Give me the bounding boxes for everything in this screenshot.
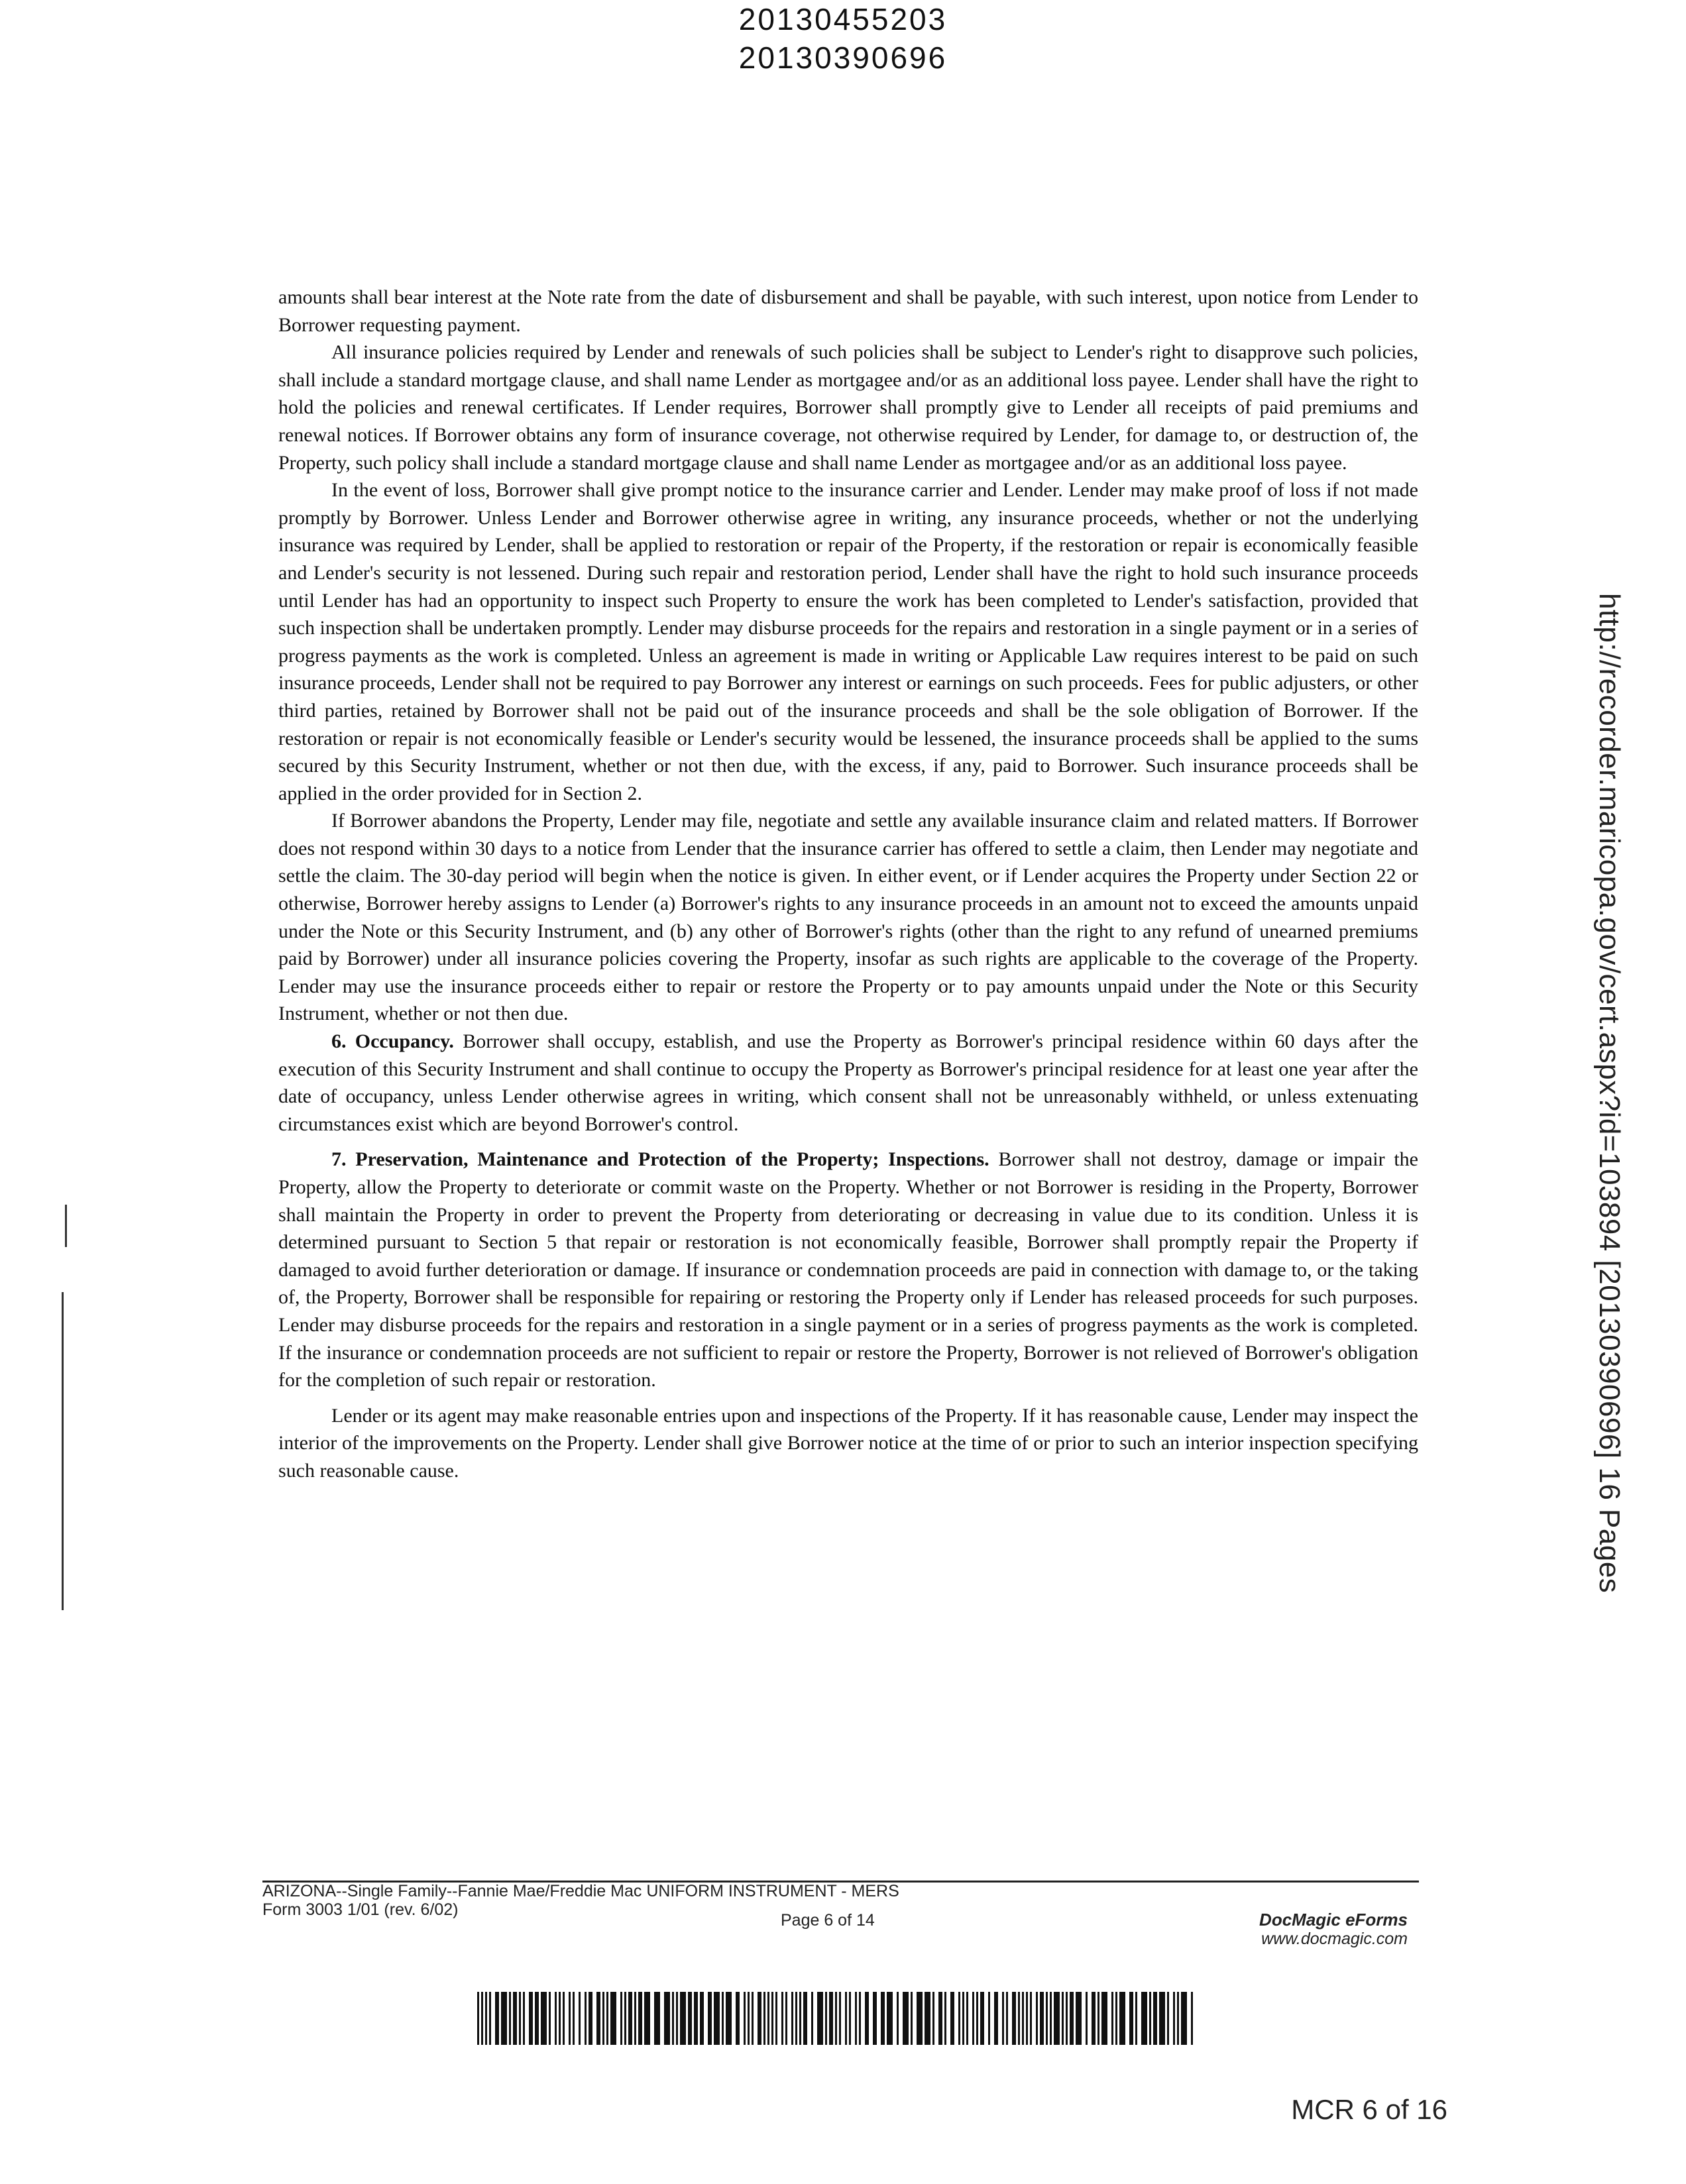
barcode-bar [624, 1992, 626, 2045]
barcode-bar [903, 1992, 909, 2045]
barcode-bar [881, 1992, 885, 2045]
paragraph-abandonment: If Borrower abandons the Property, Lender may file, negotiate and settle any available insurance claim and related matters. If Borrower does not respond within 30 days to a notice from Lender that the insurance carrier has offered to settle a claim, then Lender may negotiate and settle the claim. The 30-day period will begin when the notice is given. In either event, or if Lender acquires the Property under Section 22 or otherwise, Borrower hereby assigns to Lender (a) Borrower's rights to any insurance proceeds in an amount not to exceed the amounts unpaid under the Note or this Security Instrument, and (b) any other of Borrower's rights (other than the right to any refund of unearned premiums paid by Borrower) under all insurance policies covering the Property, insofar as such rights are applicable to the coverage of the Property. Lender may use the insurance proceeds either to repair or restore the Property or to pay amounts unpaid under the Note or this Security Instrument, whether or not then due. [278, 810, 1418, 1025]
barcode-bar [573, 1992, 575, 2045]
barcode-bar [938, 1992, 942, 2045]
barcode-bar [513, 1992, 517, 2045]
section-7-text: Borrower shall not destroy, damage or impair the Property, allow the Property to deteriorate or commit waste on the Property. Whether or not Borrower is residing in the Property, Borrower shall maintain the Property in order to prevent the Property from deteriorating or decreasing in value due to its condition. Unless it is determined pursuant to Section 5 that repair or restoration is not economically feasible, Borrower shall promptly repair the Property if damaged to avoid further deterioration or damage. If insurance or condemnation proceeds are paid in connection with damage to, or the taking of, the Property, Borrower shall be responsible for repairing or restoring the Property only if Lender has released proceeds for such purposes. Lender may disburse proceeds for the repairs and restoration in a single payment or in a series of progress payments as the work is completed. If the insurance or condemnation proceeds are not sufficient to repair or restore the Property, Borrower is not relieved of Borrower's obligation for the completion of such repair or restoration. [278, 1148, 1418, 1392]
barcode-bar [501, 1992, 507, 2045]
document-number-second: 20130390696 [738, 40, 948, 75]
docmagic-logo: DocMagic eForms [1259, 1910, 1408, 1930]
barcode-bar [535, 1992, 539, 2045]
barcode-bar [579, 1992, 581, 2045]
barcode-bar [1153, 1992, 1157, 2045]
barcode-bar [634, 1992, 636, 2045]
barcode-bar [596, 1992, 600, 2045]
barcode-bar [1050, 1992, 1052, 2045]
mcr-page-label: MCR 6 of 16 [1291, 2094, 1447, 2125]
barcode-bar [1002, 1992, 1004, 2045]
barcode-bar [781, 1992, 783, 2045]
barcode-bar [1026, 1992, 1028, 2045]
barcode-bar [610, 1992, 616, 2045]
barcode-bar [1101, 1992, 1107, 2045]
barcode-bar [1092, 1992, 1096, 2045]
barcode-bar [726, 1992, 732, 2045]
barcode-bar [1018, 1992, 1020, 2045]
barcode-bar [559, 1992, 561, 2045]
barcode-bar [644, 1992, 650, 2045]
barcode-bar [1030, 1992, 1032, 2045]
barcode-bar [925, 1992, 930, 2045]
barcode-bar [477, 1992, 479, 2045]
barcode-bar [817, 1992, 823, 2045]
barcode-bar [988, 1992, 990, 2045]
barcode-bar [865, 1992, 869, 2045]
section-7-preservation [278, 1146, 1418, 1393]
barcode-bar [481, 1992, 483, 2045]
margin-mark-left-1 [65, 1205, 67, 1247]
barcode-bar [1006, 1992, 1008, 2045]
barcode-bar [980, 1992, 984, 2045]
barcode-bar [1167, 1992, 1169, 2045]
barcode-bar [1076, 1992, 1082, 2045]
barcode-bar [825, 1992, 827, 2045]
barcode-bar [485, 1992, 487, 2045]
barcode-bar [972, 1992, 974, 2045]
barcode-bar [767, 1992, 769, 2045]
barcode-bar [1012, 1992, 1016, 2045]
section-6-text: Borrower shall occupy, establish, and use the Property as Borrower's principal residence within 60 days after the execution of this Security Instrument and shall continue to occupy the Property as Borrower's principal residence for at least one year after the date of occupancy, unless Lender otherwise agrees in writing, which consent shall not be unreasonably withheld, or unless extenuating circumstances exist which are beyond Borrower's control. [278, 1030, 1418, 1135]
barcode-bar [758, 1992, 761, 2045]
barcode-bar [509, 1992, 511, 2045]
barcode-bar [541, 1992, 547, 2045]
docmagic-website: www.docmagic.com [1261, 1930, 1408, 1948]
barcode-bar [1066, 1992, 1068, 2045]
barcode-bar [966, 1992, 968, 2045]
recorder-certification-stamp: http://recorder.maricopa.gov/cert.aspx?id=103894 [20130390696] 16 Pages [1593, 593, 1626, 1594]
barcode-bar [1159, 1992, 1165, 2045]
barcode-bar [791, 1992, 793, 2045]
barcode-bar [714, 1992, 720, 2045]
barcode-bar [628, 1992, 632, 2045]
barcode-bar [859, 1992, 861, 2045]
barcode [477, 1992, 1200, 2045]
section-6-heading: 6. Occupancy. [331, 1030, 454, 1053]
barcode-bar [829, 1992, 833, 2045]
barcode-bar [1086, 1992, 1088, 2045]
barcode-bar [911, 1992, 913, 2045]
barcode-bar [519, 1992, 521, 2045]
barcode-bar [602, 1992, 604, 2045]
barcode-bar [1149, 1992, 1151, 2045]
barcode-bar [976, 1992, 978, 2045]
barcode-bar [1177, 1992, 1179, 2045]
margin-mark-left-2 [62, 1292, 64, 1610]
barcode-bar [1135, 1992, 1137, 2045]
barcode-bar [873, 1992, 877, 2045]
barcode-bar [839, 1992, 841, 2045]
barcode-bar [744, 1992, 746, 2045]
barcode-bar [676, 1992, 678, 2045]
barcode-bar [555, 1992, 557, 2045]
barcode-bar [752, 1992, 754, 2045]
barcode-bar [736, 1992, 740, 2045]
barcode-bar [1181, 1992, 1187, 2045]
barcode-bar [795, 1992, 797, 2045]
barcode-bar [700, 1992, 704, 2045]
barcode-bar [845, 1992, 847, 2045]
barcode-bar [803, 1992, 807, 2045]
barcode-bar [563, 1992, 565, 2045]
barcode-bar [1119, 1992, 1125, 2045]
barcode-bar [1191, 1992, 1193, 2045]
barcode-bar [917, 1992, 923, 2045]
form-title: ARIZONA--Single Family--Fannie Mae/Freddie Mac UNIFORM INSTRUMENT - MERS [262, 1882, 899, 1900]
barcode-bar [1062, 1992, 1064, 2045]
form-number: Form 3003 1/01 (rev. 6/02) [262, 1900, 459, 1919]
barcode-bar [606, 1992, 608, 2045]
barcode-bar [1046, 1992, 1048, 2045]
barcode-bar [549, 1992, 551, 2045]
barcode-bar [1097, 1992, 1099, 2045]
document-number-top: 20130455203 [738, 2, 948, 36]
barcode-bar [1070, 1992, 1074, 2045]
barcode-bar [680, 1992, 686, 2045]
barcode-bar [994, 1992, 998, 2045]
barcode-bar [1111, 1992, 1113, 2045]
barcode-bar [855, 1992, 857, 2045]
paragraph-insurance-policies: All insurance policies required by Lender and renewals of such policies shall be subject to Lender's right to disapprove such policies, shall include a standard mortgage clause, and shall name Lender as mortgagee and/or as an additional loss payee. Lender shall have the right to hold the policies and renewal certificates. If Lender requires, Borrower shall promptly give to Lender all receipts of paid premiums and renewal notices. If Borrower obtains any form of insurance coverage, not otherwise required by Lender, for damage to, or destruction of, the Property, such policy shall include a standard mortgage clause and shall name Lender as mortgagee and/or as an additional loss payee. [278, 341, 1418, 474]
barcode-bar [1115, 1992, 1117, 2045]
barcode-bar [523, 1992, 525, 2045]
paragraph-event-of-loss: In the event of loss, Borrower shall give prompt notice to the insurance carrier and Lender. Lender may make proof of loss if not made promptly by Borrower. Unless Lender and Borrower otherwise agree in writing, any insurance proceeds, whether or not the underlying insurance was required by Lender, shall be applied to restoration or repair of the Property, if the restoration or repair is economically feasible and Lender's security is not lessened. During such repair and restoration period, Lender shall have the right to hold such insurance proceeds until Lender has had an opportunity to inspect such Property to ensure the work has been completed to Lender's satisfaction, provided that such inspection shall be undertaken promptly. Lender may disburse proceeds for the repairs and restoration in a single payment or in a series of progress payments as the work is completed. Unless an agreement is made in writing or Applicable Law requires interest to be paid on such insurance proceeds, Lender shall not be required to pay Borrower any interest or earnings on such proceeds. Fees for public adjusters, or other third parties, retained by Borrower shall not be paid out of the insurance proceeds and shall be the sole obligation of Borrower. If the restoration or repair is not economically feasible or Lender's security would be lessened, the insurance proceeds shall be applied to the sums secured by this Security Instrument, whether or not then due, with the excess, if any, paid to Borrower. Such insurance proceeds shall be applied in the order provided for in Section 2. [278, 479, 1418, 804]
barcode-bar [962, 1992, 964, 2045]
barcode-bar [799, 1992, 801, 2045]
barcode-bar [529, 1992, 533, 2045]
barcode-bar [748, 1992, 750, 2045]
barcode-bar [785, 1992, 787, 2045]
barcode-bar [688, 1992, 692, 2045]
barcode-bar [722, 1992, 724, 2045]
barcode-bar [932, 1992, 934, 2045]
barcode-bar [664, 1992, 670, 2045]
barcode-bar [835, 1992, 837, 2045]
barcode-bar [589, 1992, 592, 2045]
barcode-bar [950, 1992, 954, 2045]
barcode-bar [672, 1992, 674, 2045]
barcode-bar [771, 1992, 773, 2045]
barcode-bar [775, 1992, 777, 2045]
barcode-bar [708, 1992, 712, 2045]
barcode-bar [1129, 1992, 1133, 2045]
barcode-bar [849, 1992, 851, 2045]
page-number: Page 6 of 14 [781, 1911, 875, 1930]
barcode-bar [654, 1992, 660, 2045]
section-7-heading: 7. Preservation, Maintenance and Protection of the Property; Inspections. [331, 1148, 989, 1171]
barcode-bar [1036, 1992, 1038, 2045]
barcode-bar [944, 1992, 946, 2045]
barcode-bar [1173, 1992, 1175, 2045]
barcode-bar [1040, 1992, 1044, 2045]
barcode-bar [811, 1992, 813, 2045]
barcode-bar [489, 1992, 491, 2045]
barcode-bar [638, 1992, 642, 2045]
section-6-occupancy [278, 1028, 1418, 1138]
barcode-bar [763, 1992, 765, 2045]
barcode-bar [1141, 1992, 1147, 2045]
barcode-bar [620, 1992, 622, 2045]
barcode-bar [495, 1992, 499, 2045]
paragraph-insurance-interest: amounts shall bear interest at the Note rate from the date of disbursement and shall be payable, with such interest, upon notice from Lender to Borrower requesting payment. [278, 286, 1418, 336]
barcode-bar [569, 1992, 571, 2045]
barcode-bar [897, 1992, 899, 2045]
paragraph-inspections: Lender or its agent may make reasonable entries upon and inspections of the Property. If it has reasonable cause, Lender may inspect the interior of the improvements on the Property. Lender shall give Borrower notice at the time of or prior to such an interior inspection specifying such reasonable cause. [278, 1404, 1418, 1482]
barcode-bar [1054, 1992, 1060, 2045]
barcode-bar [694, 1992, 698, 2045]
document-body [278, 284, 1418, 1485]
barcode-bar [887, 1992, 893, 2045]
barcode-bar [1022, 1992, 1024, 2045]
barcode-bar [585, 1992, 587, 2045]
barcode-bar [958, 1992, 960, 2045]
